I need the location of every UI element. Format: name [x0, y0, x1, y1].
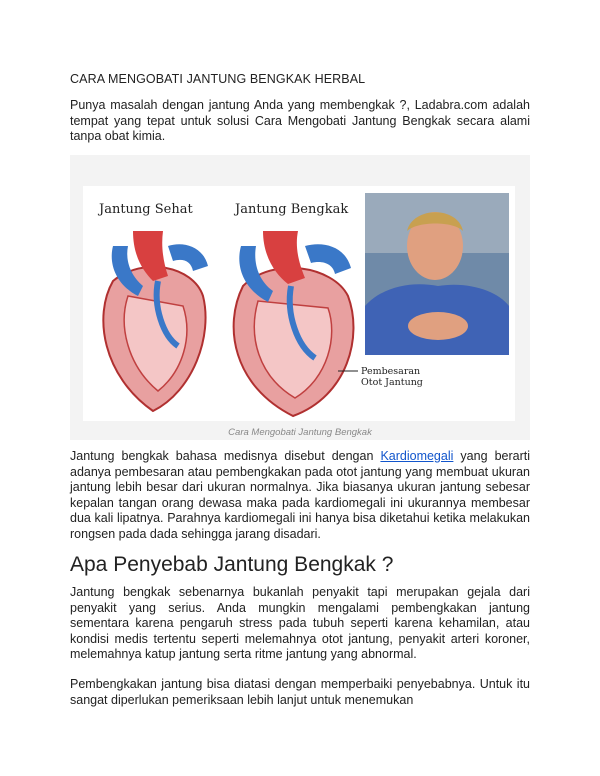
paragraph-causes: Jantung bengkak sebenarnya bukanlah penyakit tapi merupakan gejala dari penyakit yang serius. Anda mungkin mengalami pembengkakan jantung sementara karena pengaruh stress pada tubuh seperti karena kehamilan, atau kondisi medis tertentu seperti melemahnya otot jantung, penyakit arteri koroner, melemahnya katup jantung serta ritme jantung yang abnormal.	[70, 585, 530, 662]
swollen-heart-icon	[234, 231, 358, 416]
intro-paragraph: Punya masalah dengan jantung Anda yang membengkak ?, Ladabra.com adalah tempat yang tepat untuk solusi Cara Mengobati Jantung Bengkak secara alami tanpa obat kimia.	[70, 98, 530, 144]
section-heading: Apa Penyebab Jantung Bengkak ?	[70, 553, 394, 576]
paragraph-treatment: Pembengkakan jantung bisa diatasi dengan memperbaiki penyebabnya. Untuk itu sangat diperlukan pemeriksaan lebih lanjut untuk menemukan	[70, 677, 530, 707]
label-swollen-heart: Jantung Bengkak	[235, 202, 349, 217]
kardiomegali-link[interactable]: Kardiomegali	[380, 449, 454, 463]
paragraph-kardiomegali	[70, 449, 530, 543]
figure	[70, 155, 530, 440]
heart-illustration	[83, 186, 515, 421]
man-photo	[365, 193, 509, 355]
annotation	[361, 366, 423, 388]
annotation-line1: Pembesaran	[361, 366, 421, 377]
label-healthy-heart: Jantung Sehat	[99, 202, 193, 217]
para2-text-before: Jantung bengkak bahasa medisnya disebut dengan	[70, 449, 381, 463]
figure-image	[83, 186, 515, 421]
healthy-heart-icon	[103, 231, 208, 411]
annotation-line2: Otot Jantung	[361, 377, 423, 388]
figure-caption: Cara Mengobati Jantung Bengkak	[228, 427, 372, 438]
para2-text-after: yang berarti adanya pembesaran atau pembengkakan pada otot jantung yang membuat ukuran jantung lebih besar dari ukuran normalnya. Jika biasanya ukuran jantung sebesar kepalan tangan orang dewasa maka pada kardiomegali ini ukurannya membesar dua kali lipatnya. Parahnya kardiomegali ini hanya bisa diketahui ketika melakukan rongsen pada dada sehingga jarang disadari.	[70, 449, 530, 541]
document-title: CARA MENGOBATI JANTUNG BENGKAK HERBAL	[70, 72, 366, 86]
